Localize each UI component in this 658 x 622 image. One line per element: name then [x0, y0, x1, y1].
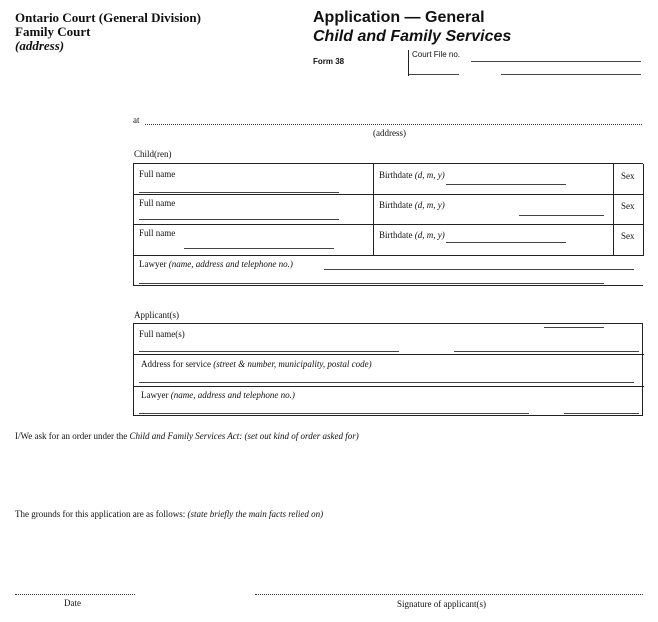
- court-name: Ontario Court (General Division): [15, 10, 201, 25]
- child-2-sex-label: Sex: [621, 201, 635, 211]
- court-file-line-2: [501, 74, 641, 75]
- child-1-name-field[interactable]: [139, 192, 339, 193]
- applicants-name-field-2[interactable]: [454, 351, 639, 352]
- children-table: [133, 163, 643, 286]
- child-1-sex-label: Sex: [621, 171, 635, 181]
- date-label: Date: [64, 598, 81, 608]
- child-2-birthdate-format: (d, m, y): [414, 200, 445, 210]
- children-row-sep-3: [134, 255, 644, 256]
- applicants-row-sep-1: [134, 354, 644, 355]
- applicants-lawyer-hint: (name, address and telephone no.): [170, 390, 295, 400]
- applicants-address-hint: (street & number, municipality, postal code): [213, 359, 372, 369]
- applicants-row-sep-2: [134, 386, 644, 387]
- children-lawyer-field-1[interactable]: [324, 269, 634, 270]
- child-3-birthdate-field[interactable]: [446, 242, 566, 243]
- child-3-name-field[interactable]: [184, 248, 334, 249]
- child-1-birthdate-text: Birthdate: [379, 170, 413, 180]
- children-lawyer-field-2[interactable]: [139, 283, 604, 284]
- applicants-lawyer-field[interactable]: [139, 413, 529, 414]
- applicants-name-field-3[interactable]: [544, 327, 604, 328]
- child-2-name-label: Full name: [139, 198, 176, 208]
- grounds-prefix: The grounds for this application are as follows:: [15, 509, 186, 519]
- child-3-birthdate-text: Birthdate: [379, 230, 413, 240]
- child-1-name-label: Full name: [139, 169, 176, 179]
- children-row-sep-1: [134, 194, 644, 195]
- court-address-label: (address): [15, 38, 65, 53]
- applicants-full-names-label: Full name(s): [139, 329, 185, 339]
- order-request-prefix: I/We ask for an order under the: [15, 431, 128, 441]
- child-1-birthdate-label: [379, 170, 445, 180]
- court-file-line-3: [409, 74, 459, 75]
- grounds-text[interactable]: [15, 509, 323, 519]
- child-2-birthdate-label: [379, 200, 445, 210]
- child-1-birthdate-field[interactable]: [446, 184, 566, 185]
- children-lawyer-label: [139, 259, 293, 269]
- date-line[interactable]: [15, 594, 135, 595]
- form-subtitle: Child and Family Services: [313, 28, 512, 45]
- form-number: Form 38: [313, 57, 345, 66]
- order-request-act: Child and Family Services Act:: [129, 431, 243, 441]
- applicants-address-field[interactable]: [139, 382, 634, 383]
- child-3-name-label: Full name: [139, 228, 176, 238]
- applicants-section-label: Applicant(s): [134, 310, 179, 320]
- child-3-sex-label: Sex: [621, 231, 635, 241]
- applicants-name-field-1[interactable]: [139, 351, 399, 352]
- applicants-lawyer-field-2[interactable]: [564, 413, 639, 414]
- grounds-hint: (state briefly the main facts relied on): [187, 509, 324, 519]
- form-title: Application — General: [313, 9, 485, 26]
- applicants-address-label: [141, 359, 372, 369]
- court-file-label: Court File no.: [412, 50, 461, 59]
- children-section-label: Child(ren): [134, 149, 172, 159]
- children-lawyer-hint: (name, address and telephone no.): [168, 259, 293, 269]
- court-file-line-1: [471, 61, 641, 62]
- order-request-text[interactable]: [15, 431, 359, 441]
- hearing-address-label: (address): [373, 128, 406, 138]
- children-sex-divider: [613, 164, 614, 255]
- order-request-hint: (set out kind of order asked for): [244, 431, 359, 441]
- court-type: Family Court: [15, 24, 91, 39]
- child-2-birthdate-field[interactable]: [519, 215, 604, 216]
- signature-line[interactable]: [255, 594, 643, 595]
- applicants-lawyer-text: Lawyer: [141, 390, 169, 400]
- applicants-address-text: Address for service: [141, 359, 211, 369]
- children-lawyer-text: Lawyer: [139, 259, 167, 269]
- children-col-divider: [373, 164, 374, 255]
- at-label: at: [133, 115, 140, 125]
- children-right-border: [643, 164, 644, 255]
- court-file-box[interactable]: [408, 50, 641, 76]
- children-row-sep-2: [134, 224, 644, 225]
- child-2-name-field[interactable]: [139, 219, 339, 220]
- applicants-table: [133, 323, 643, 416]
- child-3-birthdate-format: (d, m, y): [414, 230, 445, 240]
- child-1-birthdate-format: (d, m, y): [414, 170, 445, 180]
- applicants-lawyer-label: [141, 390, 295, 400]
- hearing-address-line[interactable]: [145, 124, 642, 125]
- child-3-birthdate-label: [379, 230, 445, 240]
- signature-label: Signature of applicant(s): [397, 599, 486, 609]
- child-2-birthdate-text: Birthdate: [379, 200, 413, 210]
